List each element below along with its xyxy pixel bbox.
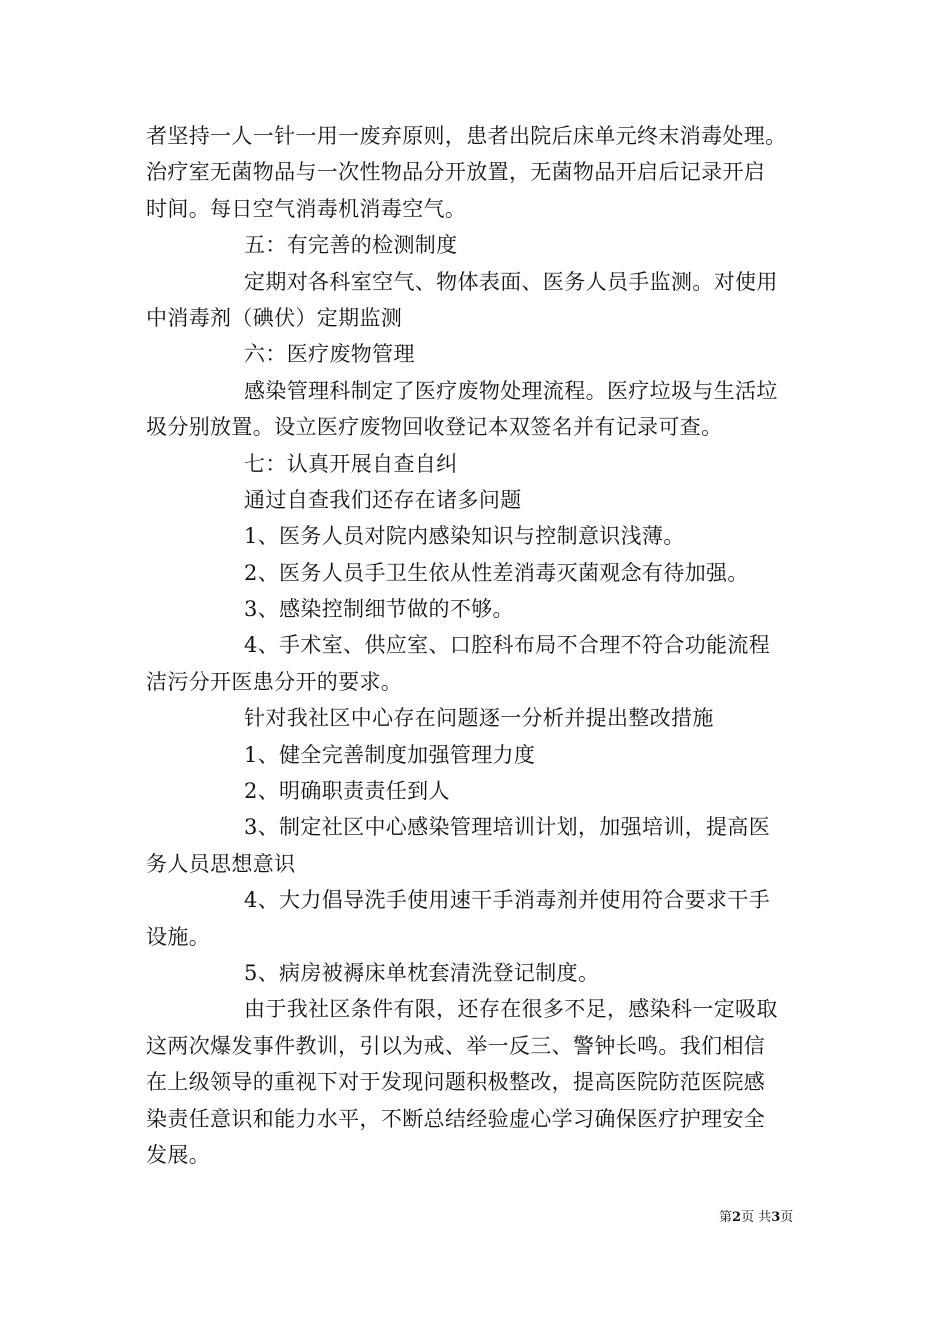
text-line: 圾分别放置。设立医疗废物回收登记本双签名并有记录可查。 — [146, 415, 723, 440]
footer-prefix: 第 — [719, 1210, 733, 1225]
text-line: 在上级领导的重视下对于发现问题积极整改，提高医院防范医院感 — [146, 1070, 766, 1095]
text-line: 务人员思想意识 — [146, 851, 296, 876]
text-line: 设施。 — [146, 924, 211, 949]
text-line: 针对我社区中心存在问题逐一分析并提出整改措施 — [244, 706, 714, 731]
footer-total-pages: 3 — [771, 1210, 781, 1225]
text-line: 五：有完善的检测制度 — [244, 233, 458, 258]
text-line: 洁污分开医患分开的要求。 — [146, 669, 403, 694]
text-line: 4、手术室、供应室、口腔科布局不合理不符合功能流程 — [244, 633, 771, 658]
text-line: 5、病房被褥床单枕套清洗登记制度。 — [244, 960, 600, 985]
text-line: 这两次爆发事件教训，引以为戒、举一反三、警钟长鸣。我们相信 — [146, 1033, 766, 1058]
text-line: 感染管理科制定了医疗废物处理流程。医疗垃圾与生活垃 — [244, 378, 778, 403]
text-line: 中消毒剂（碘伏）定期监测 — [146, 305, 403, 330]
text-line: 1、医务人员对院内感染知识与控制意识浅薄。 — [244, 524, 685, 549]
text-line: 染责任意识和能力水平，不断总结经验虚心学习确保医疗护理安全 — [146, 1106, 766, 1131]
page-footer — [719, 1206, 793, 1225]
text-line: 七：认真开展自查自纠 — [244, 451, 458, 476]
text-line: 通过自查我们还存在诸多问题 — [244, 487, 522, 512]
footer-middle: 页 共 — [741, 1210, 772, 1225]
text-line: 3、感染控制细节做的不够。 — [244, 597, 514, 622]
text-line: 3、制定社区中心感染管理培训计划，加强培训，提高医 — [244, 815, 771, 840]
text-line: 由于我社区条件有限，还存在很多不足，感染科一定吸取 — [244, 997, 778, 1022]
text-line: 2、明确职责责任到人 — [244, 779, 450, 804]
text-line: 2、医务人员手卫生依从性差消毒灭菌观念有待加强。 — [244, 560, 749, 585]
text-line: 六：医疗废物管理 — [244, 342, 415, 367]
text-line: 者坚持一人一针一用一废弃原则，患者出院后床单元终末消毒处理。 — [146, 124, 787, 148]
text-line: 定期对各科室空气、物体表面、医务人员手监测。对使用 — [244, 269, 778, 294]
text-line: 时间。每日空气消毒机消毒空气。 — [146, 196, 467, 221]
text-line: 发展。 — [146, 1142, 211, 1167]
footer-current-page: 2 — [732, 1210, 742, 1225]
document-body — [146, 118, 816, 1173]
footer-suffix: 页 — [780, 1210, 794, 1225]
text-line: 治疗室无菌物品与一次性物品分开放置，无菌物品开启后记录开启 — [146, 160, 766, 185]
text-line: 4、大力倡导洗手使用速干手消毒剂并使用符合要求干手 — [244, 888, 771, 913]
text-line: 1、健全完善制度加强管理力度 — [244, 742, 536, 767]
